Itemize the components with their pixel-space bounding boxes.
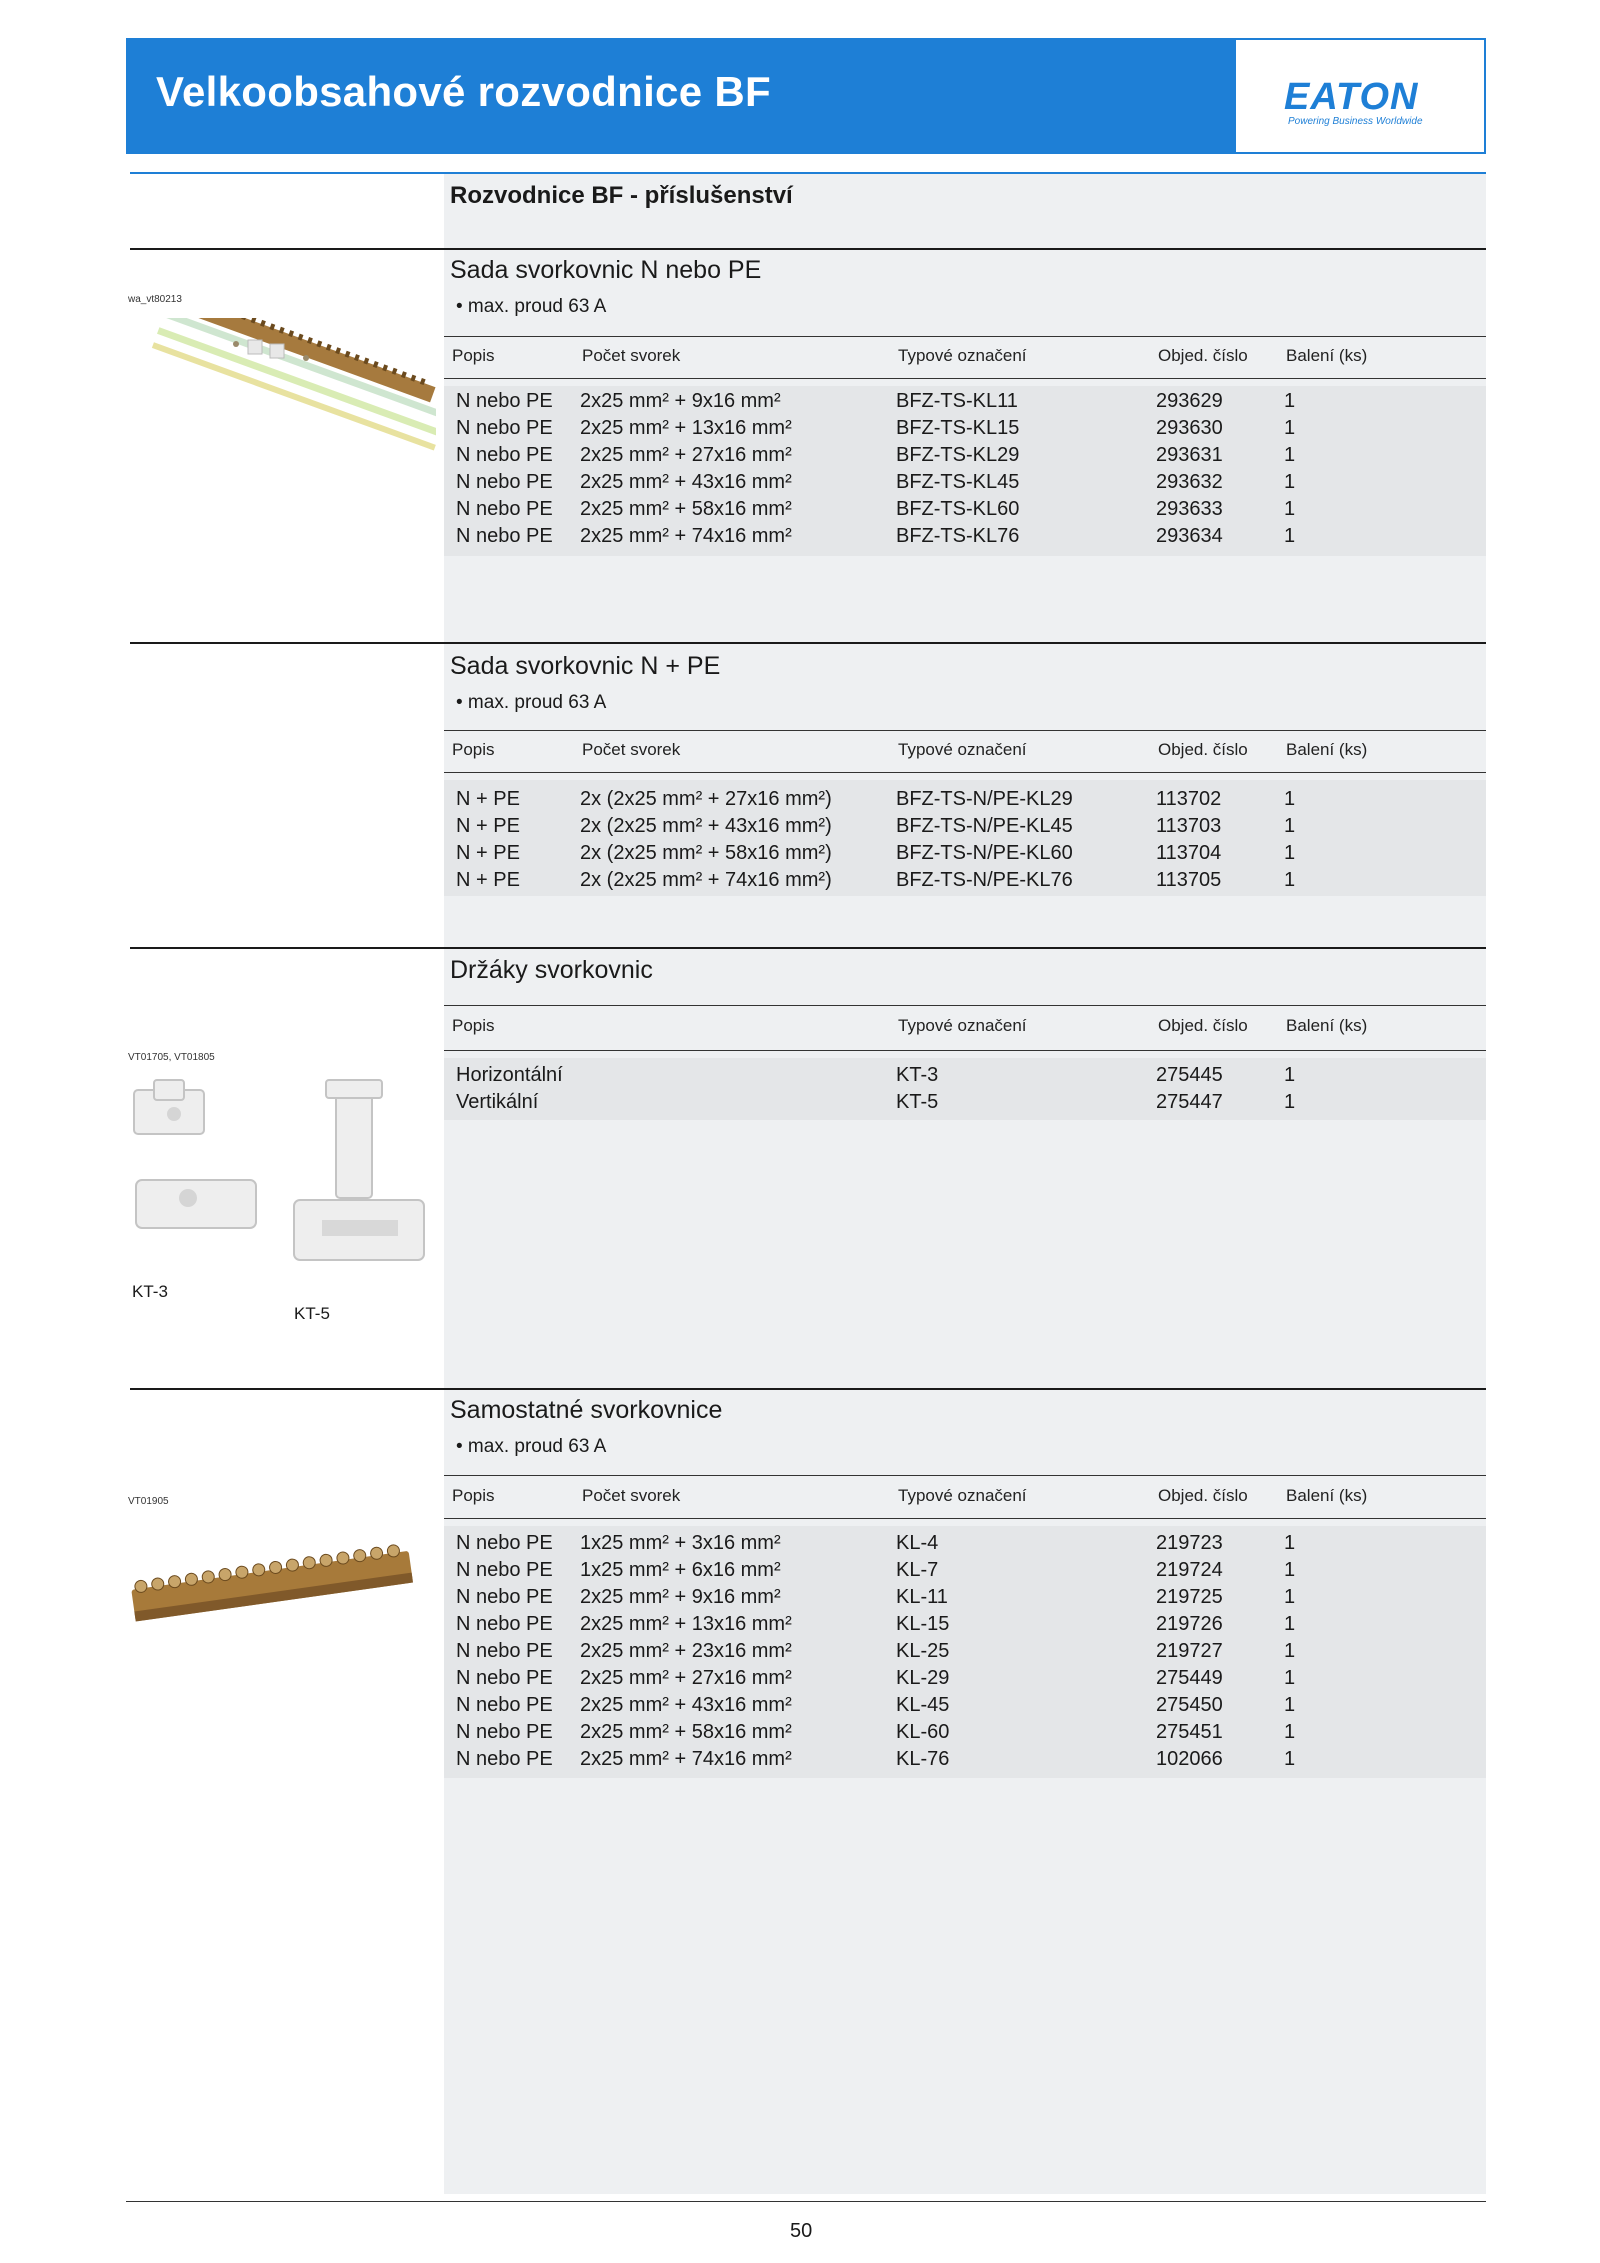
holder-hole (167, 1107, 181, 1121)
table-row (444, 388, 1486, 415)
cell-typ: KL-76 (896, 1748, 950, 1770)
column-header-typ: Typové označení (898, 346, 1027, 365)
cell-pocet: 2x (2x25 mm² + 74x16 mm²) (580, 869, 832, 891)
section-divider (130, 248, 1486, 250)
cell-pocet: 2x25 mm² + 58x16 mm² (580, 1721, 792, 1743)
cell-pocet: 1x25 mm² + 3x16 mm² (580, 1532, 781, 1554)
section-bullet: • max. proud 63 A (456, 692, 607, 713)
table-row (444, 523, 1486, 550)
cell-objed: 275447 (1156, 1091, 1223, 1113)
cell-pocet: 2x25 mm² + 9x16 mm² (580, 1586, 781, 1608)
column-header-pocet: Počet svorek (582, 1486, 681, 1505)
cell-baleni: 1 (1284, 1748, 1296, 1770)
cell-baleni: 1 (1284, 842, 1296, 864)
table-row (444, 1530, 1486, 1557)
cell-popis: N nebo PE (456, 1667, 553, 1689)
cell-typ: BFZ-TS-N/PE-KL60 (896, 842, 1073, 864)
cell-baleni: 1 (1284, 498, 1296, 520)
cell-typ: BFZ-TS-KL45 (896, 471, 1020, 493)
column-header-baleni: Balení (ks) (1286, 1486, 1368, 1505)
cell-popis: N nebo PE (456, 1613, 553, 1635)
cell-popis: N nebo PE (456, 471, 553, 493)
section-divider (130, 947, 1486, 949)
screw (233, 341, 239, 347)
column-header-objed: Objed. číslo (1158, 346, 1248, 365)
cell-popis: N nebo PE (456, 1532, 553, 1554)
table-top-rule (444, 1005, 1486, 1006)
holder-kt3-lower (136, 1180, 256, 1228)
cell-typ: KT-5 (896, 1091, 939, 1113)
cell-objed: 219725 (1156, 1586, 1223, 1608)
cell-pocet: 2x25 mm² + 74x16 mm² (580, 525, 792, 547)
image-label-kt5: KT-5 (294, 1304, 330, 1323)
column-header-popis: Popis (452, 1486, 495, 1505)
cell-popis: N nebo PE (456, 1640, 553, 1662)
cell-typ: KL-11 (896, 1586, 948, 1608)
cell-typ: KL-25 (896, 1640, 950, 1662)
table-top-rule (444, 730, 1486, 731)
section-divider (130, 1388, 1486, 1390)
cell-pocet: 2x25 mm² + 27x16 mm² (580, 1667, 792, 1689)
table-row (444, 1719, 1486, 1746)
table-row (444, 813, 1486, 840)
cell-popis: N nebo PE (456, 525, 553, 547)
holder-hole (179, 1189, 197, 1207)
cell-baleni: 1 (1284, 471, 1296, 493)
cell-objed: 275445 (1156, 1064, 1223, 1086)
cell-objed: 293630 (1156, 417, 1223, 439)
cell-pocet: 2x25 mm² + 27x16 mm² (580, 444, 792, 466)
cell-typ: KT-3 (896, 1064, 939, 1086)
cell-objed: 275451 (1156, 1721, 1223, 1743)
section-title: Samostatné svorkovnice (450, 1396, 723, 1424)
cell-baleni: 1 (1284, 1586, 1296, 1608)
table-row (444, 786, 1486, 813)
holder-kt3-top (154, 1080, 184, 1100)
column-header-typ: Typové označení (898, 1016, 1027, 1035)
terminal-bar-image (128, 1540, 418, 1630)
table-header-rule (444, 1050, 1486, 1051)
cell-pocet: 2x25 mm² + 23x16 mm² (580, 1640, 792, 1662)
table-row (444, 1089, 1486, 1116)
cell-popis: N nebo PE (456, 1586, 553, 1608)
cell-typ: KL-4 (896, 1532, 939, 1554)
column-header-popis: Popis (452, 346, 495, 365)
cell-popis: N nebo PE (456, 498, 553, 520)
table-header-rule (444, 378, 1486, 379)
top-divider (130, 172, 1486, 174)
cell-pocet: 2x25 mm² + 9x16 mm² (580, 390, 781, 412)
cell-objed: 219724 (1156, 1559, 1223, 1581)
table-top-rule (444, 336, 1486, 337)
column-header-objed: Objed. číslo (1158, 1486, 1248, 1505)
cell-typ: KL-29 (896, 1667, 950, 1689)
cell-objed: 275449 (1156, 1667, 1223, 1689)
cell-popis: N + PE (456, 788, 520, 810)
table-row (444, 415, 1486, 442)
table-row (444, 442, 1486, 469)
cell-typ: BFZ-TS-KL15 (896, 417, 1020, 439)
table-row (444, 1746, 1486, 1773)
table-row (444, 1062, 1486, 1089)
cell-baleni: 1 (1284, 1091, 1296, 1113)
cell-baleni: 1 (1284, 444, 1296, 466)
cell-baleni: 1 (1284, 390, 1296, 412)
cell-objed: 113705 (1156, 869, 1222, 891)
cell-pocet: 2x25 mm² + 13x16 mm² (580, 417, 792, 439)
cell-objed: 113704 (1156, 842, 1222, 864)
cell-baleni: 1 (1284, 788, 1296, 810)
cell-baleni: 1 (1284, 1064, 1296, 1086)
table-row (444, 1611, 1486, 1638)
column-header-baleni: Balení (ks) (1286, 1016, 1368, 1035)
column-header-popis: Popis (452, 740, 495, 759)
column-header-baleni: Balení (ks) (1286, 740, 1368, 759)
table-header-rule (444, 772, 1486, 773)
cell-typ: KL-45 (896, 1694, 950, 1716)
cell-popis: N nebo PE (456, 417, 553, 439)
cell-typ: BFZ-TS-N/PE-KL29 (896, 788, 1073, 810)
cell-pocet: 2x (2x25 mm² + 58x16 mm²) (580, 842, 832, 864)
column-header-typ: Typové označení (898, 740, 1027, 759)
column-header-popis: Popis (452, 1016, 495, 1035)
cell-popis: Horizontální (456, 1064, 563, 1086)
section-bullet: • max. proud 63 A (456, 296, 607, 317)
holders-image (126, 1070, 446, 1280)
section-title: Sada svorkovnic N + PE (450, 652, 721, 680)
cell-pocet: 1x25 mm² + 6x16 mm² (580, 1559, 781, 1581)
cell-baleni: 1 (1284, 1667, 1296, 1689)
cell-typ: KL-7 (896, 1559, 939, 1581)
table-top-rule (444, 1475, 1486, 1476)
holder-piece (270, 344, 284, 358)
cell-objed: 113703 (1156, 815, 1222, 837)
section-title: Držáky svorkovnic (450, 956, 653, 984)
table-header-rule (444, 1518, 1486, 1519)
image-code: VT01705, VT01805 (128, 1052, 215, 1063)
logo-tagline: Powering Business Worldwide (1288, 116, 1423, 127)
table-row (444, 1584, 1486, 1611)
image-code: wa_vt80213 (128, 294, 182, 305)
cell-popis: N + PE (456, 869, 520, 891)
page-number: 50 (790, 2220, 813, 2242)
cell-baleni: 1 (1284, 1559, 1296, 1581)
table-row (444, 469, 1486, 496)
cell-typ: BFZ-TS-KL29 (896, 444, 1020, 466)
cell-baleni: 1 (1284, 1613, 1296, 1635)
cell-objed: 275450 (1156, 1694, 1223, 1716)
cell-typ: BFZ-TS-N/PE-KL76 (896, 869, 1073, 891)
cell-objed: 293631 (1156, 444, 1223, 466)
column-header-pocet: Počet svorek (582, 346, 681, 365)
section-divider (130, 642, 1486, 644)
holder-kt5-cap (326, 1080, 382, 1098)
table-row (444, 496, 1486, 523)
cell-objed: 293633 (1156, 498, 1223, 520)
section-bullet: • max. proud 63 A (456, 1436, 607, 1457)
cell-baleni: 1 (1284, 1721, 1296, 1743)
cell-typ: BFZ-TS-N/PE-KL45 (896, 815, 1073, 837)
table-row (444, 1692, 1486, 1719)
footer-rule (126, 2201, 1486, 2202)
cell-typ: KL-60 (896, 1721, 950, 1743)
cell-baleni: 1 (1284, 815, 1296, 837)
cell-objed: 102066 (1156, 1748, 1223, 1770)
cell-baleni: 1 (1284, 417, 1296, 439)
cell-popis: N nebo PE (456, 1748, 553, 1770)
section-title: Sada svorkovnic N nebo PE (450, 256, 762, 284)
cell-baleni: 1 (1284, 1640, 1296, 1662)
column-header-objed: Objed. číslo (1158, 740, 1248, 759)
cell-typ: KL-15 (896, 1613, 950, 1635)
logo-wordmark: EATON (1284, 76, 1419, 118)
table-row (444, 840, 1486, 867)
column-header-typ: Typové označení (898, 1486, 1027, 1505)
cell-popis: N nebo PE (456, 1721, 553, 1743)
image-label-kt3: KT-3 (132, 1282, 168, 1301)
cell-objed: 293629 (1156, 390, 1223, 412)
table-row (444, 1665, 1486, 1692)
cell-popis: N nebo PE (456, 444, 553, 466)
screw (303, 355, 309, 361)
cell-pocet: 2x25 mm² + 58x16 mm² (580, 498, 792, 520)
eaton-logo (1236, 40, 1484, 152)
cell-pocet: 2x (2x25 mm² + 43x16 mm²) (580, 815, 832, 837)
cell-pocet: 2x25 mm² + 74x16 mm² (580, 1748, 792, 1770)
cell-objed: 293632 (1156, 471, 1223, 493)
cell-popis: N nebo PE (456, 1694, 553, 1716)
table-row (444, 1638, 1486, 1665)
cell-pocet: 2x (2x25 mm² + 27x16 mm²) (580, 788, 832, 810)
cell-pocet: 2x25 mm² + 43x16 mm² (580, 471, 792, 493)
cell-pocet: 2x25 mm² + 13x16 mm² (580, 1613, 792, 1635)
column-header-objed: Objed. číslo (1158, 1016, 1248, 1035)
image-code: VT01905 (128, 1496, 169, 1507)
column-header-baleni: Balení (ks) (1286, 346, 1368, 365)
holder-kt5-vertical (336, 1088, 372, 1198)
cell-objed: 113702 (1156, 788, 1222, 810)
page-title: Velkoobsahové rozvodnice BF (156, 68, 771, 115)
cell-popis: N + PE (456, 815, 520, 837)
cell-baleni: 1 (1284, 1694, 1296, 1716)
cell-baleni: 1 (1284, 1532, 1296, 1554)
cell-objed: 219723 (1156, 1532, 1223, 1554)
cell-typ: BFZ-TS-KL76 (896, 525, 1020, 547)
cell-pocet: 2x25 mm² + 43x16 mm² (580, 1694, 792, 1716)
terminal-set-image (136, 318, 436, 518)
cell-typ: BFZ-TS-KL60 (896, 498, 1020, 520)
cell-popis: N + PE (456, 842, 520, 864)
cell-popis: Vertikální (456, 1091, 539, 1113)
cell-objed: 293634 (1156, 525, 1223, 547)
cell-popis: N nebo PE (456, 1559, 553, 1581)
cell-popis: N nebo PE (456, 390, 553, 412)
table-row (444, 867, 1486, 894)
table-row (444, 1557, 1486, 1584)
cell-baleni: 1 (1284, 869, 1296, 891)
holder-piece (248, 340, 262, 354)
cell-baleni: 1 (1284, 525, 1296, 547)
column-header-pocet: Počet svorek (582, 740, 681, 759)
holder-slot (322, 1220, 398, 1236)
cell-objed: 219726 (1156, 1613, 1223, 1635)
cell-typ: BFZ-TS-KL11 (896, 390, 1018, 412)
section-subtitle: Rozvodnice BF - příslušenství (450, 182, 793, 209)
cell-objed: 219727 (1156, 1640, 1223, 1662)
page-header (126, 38, 1486, 154)
